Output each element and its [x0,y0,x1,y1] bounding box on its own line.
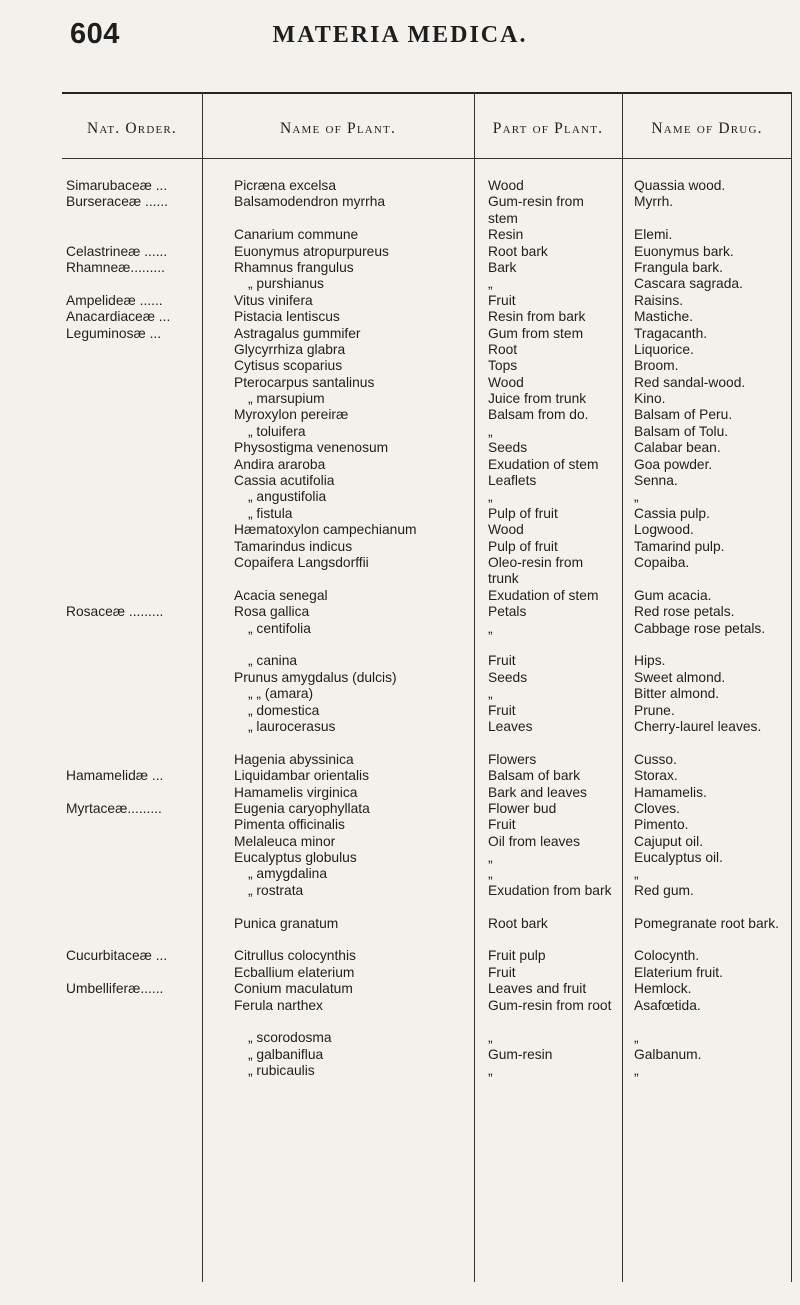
table-row [62,768,792,784]
table-row [62,358,792,374]
table-row [62,850,792,866]
drug-name-cell: Logwood. [634,522,694,538]
drug-name-cell: Storax. [634,768,678,784]
table-row [62,342,792,358]
plant-part-cell: „ [488,276,493,292]
table-row [62,391,792,407]
column-header-name-of-plant: Name of Plant. [279,120,397,137]
plant-name-cell: „ purshianus [248,276,324,292]
table-row [62,817,792,833]
plant-name-cell: „ amygdalina [248,866,327,882]
table-row [62,686,792,702]
nat-order-cell: Rosaceæ ......... [66,604,164,620]
plant-part-cell: Wood [488,178,524,193]
drug-name-cell: Galbanum. [634,1046,702,1062]
plant-name-cell: Punica granatum [234,915,339,931]
drug-name-cell: Euonymus bark. [634,243,734,259]
drug-name-cell: Sweet almond. [634,669,726,685]
table-row [62,457,792,473]
drug-name-cell: Elemi. [634,227,673,243]
drug-name-cell: Bitter almond. [634,686,720,702]
plant-part-cell: Gum-resin from root [488,997,612,1013]
table-header-rule [62,158,792,159]
plant-name-cell: Liquidambar orientalis [234,768,369,784]
plant-part-cell: Oil from leaves [488,833,581,849]
table-row [62,965,792,981]
nat-order-cell: Leguminosæ ... [66,325,162,341]
plant-part-cell: Pulp of fruit [488,538,558,554]
table-row [62,506,792,522]
plant-name-cell: Prunus amygdalus (dulcis) [234,669,397,685]
table-row [62,293,792,309]
plant-name-cell: Tamarindus indicus [234,538,353,554]
plant-part-cell: Root [488,341,518,357]
plant-name-cell: Picræna excelsa [234,178,336,193]
plant-part-cell: Wood [488,374,524,390]
plant-part-cell: „ [488,1063,493,1079]
plant-name-cell: „ scorodosma [248,1030,332,1046]
table-row [62,407,792,423]
plant-name-cell: Eugenia caryophyllata [234,800,370,816]
plant-name-cell: Myroxylon pereiræ [234,407,349,423]
drug-name-cell: Red sandal-wood. [634,374,746,390]
plant-name-cell: Eucalyptus globulus [234,850,357,866]
plant-part-cell: „ [488,686,493,702]
plant-part-cell: Exudation of stem [488,456,599,472]
drug-name-cell: Cassia pulp. [634,505,710,521]
table-row [62,424,792,440]
plant-part-cell: Seeds [488,669,528,685]
plant-part-cell: Tops [488,358,518,374]
table-row [62,489,792,505]
drug-name-cell: Copaiba. [634,555,690,570]
drug-name-cell: „ [634,866,639,882]
plant-part-cell: „ [488,866,493,882]
drug-name-cell: „ [634,1063,639,1079]
plant-part-cell: Wood [488,522,524,538]
drug-name-cell: Pomegranate root bark. [634,915,779,931]
drug-name-cell: Elaterium fruit. [634,964,723,980]
plant-part-cell: Fruit [488,964,516,980]
plant-name-cell: „ „ (amara) [248,686,314,702]
plant-part-cell: Oleo-resin from trunk [488,555,584,587]
plant-name-cell: „ rostrata [248,882,304,898]
table-row [62,866,792,882]
plant-name-cell: Canarium commune [234,227,359,243]
running-title: MATERIA MEDICA. [272,22,528,48]
plant-name-cell: Balsamodendron myrrha [234,194,386,210]
nat-order-cell: Hamamelidæ ... [66,768,164,784]
drug-name-cell: Raisins. [634,292,684,308]
table-row [62,309,792,325]
drug-name-cell: Colocynth. [634,948,700,964]
table-row [62,244,792,260]
plant-name-cell: Glycyrrhiza glabra [234,341,346,357]
table-row [62,785,792,801]
drug-name-cell: Red rose petals. [634,604,735,620]
plant-name-cell: Copaifera Langsdorffii [234,555,369,570]
plant-part-cell: Root bark [488,243,548,259]
table-row [62,522,792,538]
page-number: 604 [70,18,120,50]
table-row [62,703,792,719]
drug-name-cell: Gum acacia. [634,587,712,603]
plant-name-cell: „ toluifera [248,423,306,439]
table-row [62,1030,792,1046]
table-row [62,752,792,768]
table-row [62,998,792,1031]
drug-name-cell: Broom. [634,358,679,374]
drug-name-cell: Cusso. [634,751,677,767]
plant-name-cell: „ laurocerasus [248,718,336,734]
plant-part-cell: Fruit [488,292,516,308]
drug-name-cell: Balsam of Tolu. [634,423,729,439]
table-row [62,621,792,654]
plant-name-cell: Euonymus atropurpureus [234,243,389,259]
plant-name-cell: „ canina [248,653,298,669]
plant-part-cell: Pulp of fruit [488,505,558,521]
nat-order-cell: Umbelliferæ...... [66,981,164,997]
plant-name-cell: Melaleuca minor [234,833,336,849]
drug-name-cell: Tragacanth. [634,325,708,341]
drug-name-cell: Cabbage rose petals. [634,620,766,636]
plant-part-cell: Gum from stem [488,325,584,341]
table-row [62,276,792,292]
plant-name-cell: „ angustifolia [248,489,327,505]
plant-name-cell: Pterocarpus santalinus [234,374,375,390]
table-row [62,194,792,227]
plant-part-cell: Exudation from bark [488,882,612,898]
plant-name-cell: Pistacia lentiscus [234,309,340,325]
plant-part-cell: Seeds [488,440,528,456]
plant-name-cell: Pimenta officinalis [234,817,345,833]
plant-part-cell: „ [488,850,493,866]
plant-part-cell: Bark and leaves [488,784,587,800]
plant-name-cell: „ rubicaulis [248,1063,315,1079]
plant-name-cell: Astragalus gummifer [234,325,361,341]
column-header-part-of-plant: Part of Plant. [492,120,604,137]
table-row [62,440,792,456]
table-row [62,1047,792,1063]
materia-medica-table [62,92,792,1282]
table-row [62,326,792,342]
plant-part-cell: Leaves [488,718,533,734]
drug-name-cell: Mastiche. [634,309,694,325]
plant-part-cell: Gum-resin from stem [488,194,584,226]
plant-name-cell: „ fistula [248,505,293,521]
plant-name-cell: Cassia acutifolia [234,473,335,489]
drug-name-cell: Kino. [634,391,666,407]
plant-name-cell: Hæmatoxylon campechianum [234,522,417,538]
drug-name-cell: Cajuput oil. [634,833,704,849]
plant-name-cell: Cytisus scoparius [234,358,343,374]
plant-part-cell: Exudation of stem [488,587,599,603]
plant-part-cell: Root bark [488,915,548,931]
drug-name-cell: Frangula bark. [634,259,723,275]
plant-part-cell: Fruit pulp [488,948,546,964]
plant-part-cell: Fruit [488,702,516,718]
nat-order-cell: Myrtaceæ......... [66,800,162,816]
drug-name-cell: Tamarind pulp. [634,538,725,554]
drug-name-cell: Asafœtida. [634,997,701,1013]
plant-part-cell: Leaves and fruit [488,981,587,997]
drug-name-cell: Liquorice. [634,341,694,357]
plant-name-cell: Vitus vinifera [234,292,313,308]
drug-name-cell: Senna. [634,473,678,489]
plant-part-cell: Flowers [488,751,537,767]
table-row [62,588,792,604]
plant-part-cell: „ [488,1030,493,1046]
plant-part-cell: Fruit [488,653,516,669]
table-row [62,719,792,752]
drug-name-cell: Hips. [634,653,666,669]
table-row [62,260,792,276]
drug-name-cell: Cloves. [634,800,681,816]
nat-order-cell: Simarubaceæ ... [66,178,168,193]
plant-part-cell: Flower bud [488,800,557,816]
plant-name-cell: Rhamnus frangulus [234,259,354,275]
drug-name-cell: „ [634,489,639,505]
drug-name-cell: Prune. [634,702,675,718]
drug-name-cell: Quassia wood. [634,178,726,193]
plant-name-cell: Hagenia abyssinica [234,751,354,767]
plant-part-cell: Balsam from do. [488,407,589,423]
plant-part-cell: „ [488,423,493,439]
plant-name-cell: Andira araroba [234,456,326,472]
plant-name-cell: Hamamelis virginica [234,784,358,800]
table-row [62,375,792,391]
drug-name-cell: Hamamelis. [634,784,707,800]
nat-order-cell: Cucurbitaceæ ... [66,948,168,964]
plant-part-cell: „ [488,489,493,505]
plant-part-cell: Resin from bark [488,309,586,325]
plant-name-cell: Physostigma venenosum [234,440,389,456]
plant-part-cell: Juice from trunk [488,391,587,407]
nat-order-cell: Burseraceæ ...... [66,194,168,210]
plant-name-cell: „ domestica [248,702,320,718]
table-header-row [62,92,792,158]
plant-name-cell: Rosa gallica [234,604,310,620]
nat-order-cell: Anacardiaceæ ... [66,309,171,325]
plant-name-cell: Conium maculatum [234,981,353,997]
nat-order-cell: Celastrineæ ...... [66,243,168,259]
page-header [0,14,800,62]
nat-order-cell: Rhamneæ......... [66,259,165,275]
drug-name-cell: Eucalyptus oil. [634,850,723,866]
table-row [62,473,792,489]
plant-name-cell: „ centifolia [248,620,311,636]
plant-part-cell: Balsam of bark [488,768,581,784]
drug-name-cell: Myrrh. [634,194,674,210]
table-row [62,883,792,916]
plant-name-cell: Ferula narthex [234,997,323,1013]
drug-name-cell: Cherry-laurel leaves. [634,718,762,734]
plant-part-cell: Petals [488,604,527,620]
drug-name-cell: Goa powder. [634,456,713,472]
table-body [62,178,792,1080]
drug-name-cell: Pimento. [634,817,689,833]
table-row [62,653,792,669]
table-row [62,555,792,588]
drug-name-cell: Hemlock. [634,981,692,997]
plant-name-cell: „ marsupium [248,391,325,407]
plant-part-cell: Bark [488,259,517,275]
table-row [62,227,792,243]
plant-name-cell: Acacia senegal [234,587,328,603]
plant-name-cell: Ecballium elaterium [234,964,355,980]
plant-part-cell: „ [488,620,493,636]
table-row [62,948,792,964]
drug-name-cell: Calabar bean. [634,440,721,456]
drug-name-cell: Red gum. [634,882,694,898]
plant-name-cell: „ galbaniflua [248,1046,324,1062]
drug-name-cell: Cascara sagrada. [634,276,743,292]
plant-part-cell: Leaflets [488,473,537,489]
table-row [62,539,792,555]
plant-part-cell: Fruit [488,817,516,833]
table-row [62,1063,792,1079]
table-row [62,670,792,686]
table-row [62,801,792,817]
table-row [62,981,792,997]
table-row [62,916,792,949]
plant-part-cell: Gum-resin [488,1046,553,1062]
plant-part-cell: Resin [488,227,524,243]
plant-name-cell: Citrullus colocynthis [234,948,356,964]
table-row [62,834,792,850]
drug-name-cell: „ [634,1030,639,1046]
column-header-nat-order: Nat. Order. [87,120,177,137]
nat-order-cell: Ampelideæ ...... [66,292,163,308]
table-row [62,604,792,620]
table-row [62,178,792,194]
column-header-name-of-drug: Name of Drug. [651,120,763,137]
drug-name-cell: Balsam of Peru. [634,407,733,423]
